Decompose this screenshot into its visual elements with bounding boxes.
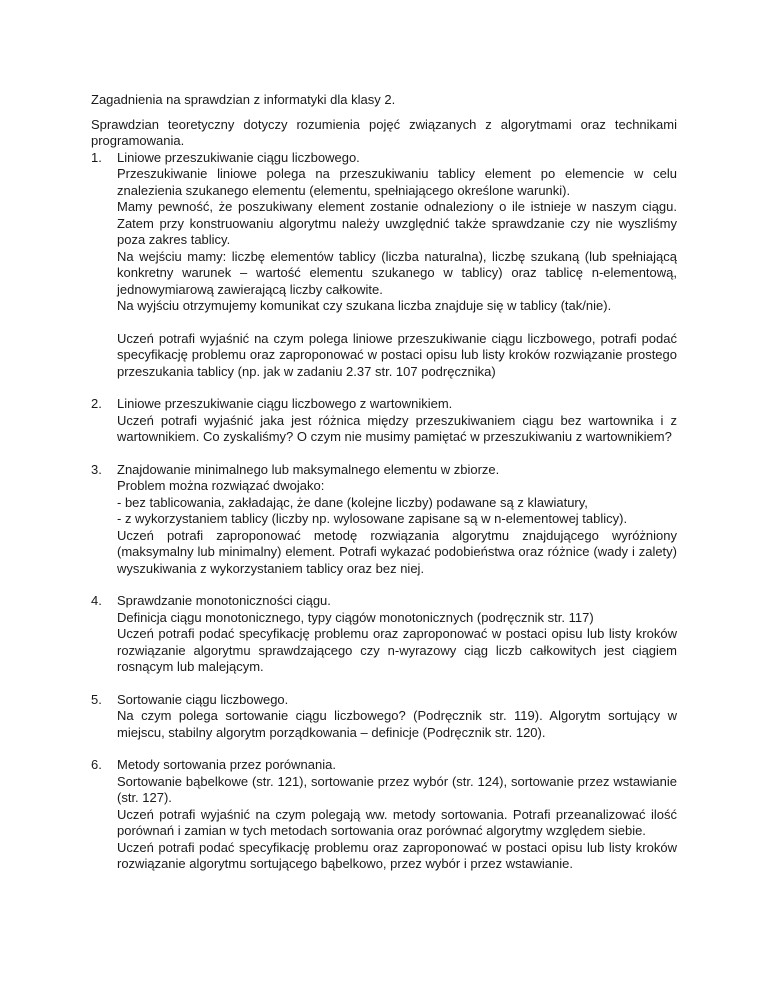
item-paragraph: Sortowanie bąbelkowe (str. 121), sortowanie przez wybór (str. 124), sortowanie przez wstawianie (str. 127). <box>117 773 677 805</box>
item-paragraph: Definicja ciągu monotonicznego, typy ciągów monotonicznych (podręcznik str. 117) <box>117 609 594 625</box>
item-heading: Metody sortowania przez porównania. <box>117 757 336 772</box>
item-number: 5. <box>91 691 102 707</box>
list-item <box>91 692 677 742</box>
item-heading: Liniowe przeszukiwanie ciągu liczbowego z wartownikiem. <box>117 396 453 411</box>
document-intro: Sprawdzian teoretyczny dotyczy rozumienia pojęć związanych z algorytmami oraz technikami programowania. <box>91 116 677 148</box>
item-paragraph: Na czym polega sortowanie ciągu liczbowego? (Podręcznik str. 119). Algorytm sortujący w miejscu, stabilny algorytm porządkowania – definicje (Podręcznik str. 120). <box>117 708 677 740</box>
item-number: 1. <box>91 149 102 165</box>
item-number: 2. <box>91 396 102 411</box>
item-paragraph: Uczeń potrafi podać specyfikację problemu oraz zaproponować w postaci opisu lub listy kroków rozwiązanie algorytmu sortującego bąbelkowo, przez wybór i przez wstawianie. <box>117 839 677 871</box>
item-paragraph: Na wyjściu otrzymujemy komunikat czy szukana liczba znajduje się w tablicy (tak/nie). <box>117 298 612 313</box>
item-paragraph: Uczeń potrafi wyjaśnić na czym polegają ww. metody sortowania. Potrafi przeanalizować ilość porównań i zamian w tych metodach sortowania oraz porównać algorytmy względem siebie. <box>117 806 677 838</box>
item-number: 4. <box>91 593 102 608</box>
item-paragraph: Problem można rozwiązać dwojako: <box>117 478 325 493</box>
item-heading: Znajdowanie minimalnego lub maksymalnego elementu w zbiorze. <box>117 461 500 477</box>
item-number: 3. <box>91 461 102 477</box>
item-paragraph: Uczeń potrafi podać specyfikację problemu oraz zaproponować w postaci opisu lub listy kroków rozwiązanie algorytmu sprawdzającego czy n-wyrazowy ciąg liczb całkowitych jest ciągiem rosnącym lub malejącym. <box>117 626 677 674</box>
item-paragraph: Uczeń potrafi wyjaśnić jaka jest różnica między przeszukiwaniem ciągu bez wartownika i z wartownikiem. Co zyskaliśmy? O czym nie musimy pamiętać w przeszukiwaniu z wartownikiem? <box>117 412 677 444</box>
item-paragraph: Uczeń potrafi zaproponować metodę rozwiązania algorytmu znajdującego wyróżniony (maksymalny lub minimalny) element. Potrafi wykazać podobieństwa oraz różnice (wady i zalety) wyszukiwania z wykorzystaniem tablicy oraz bez niej. <box>117 527 677 576</box>
list-item <box>91 593 677 676</box>
list-item <box>91 462 677 578</box>
item-heading: Liniowe przeszukiwanie ciągu liczbowego. <box>117 149 360 165</box>
item-paragraph: - z wykorzystaniem tablicy (liczby np. wylosowane zapisane są w n-elementowej tablicy). <box>117 511 628 526</box>
spacer <box>117 315 677 331</box>
list-item <box>91 150 677 381</box>
item-heading: Sortowanie ciągu liczbowego. <box>117 691 289 707</box>
item-paragraph: - bez tablicowania, zakładając, że dane (kolejne liczby) podawane są z klawiatury, <box>117 494 588 510</box>
item-paragraph: Przeszukiwanie liniowe polega na przeszukiwaniu tablicy element po elemencie w celu znalezienia szukanego elementu (elementu, spełniającego określone warunki). <box>117 166 677 198</box>
list-item <box>91 396 677 446</box>
item-paragraph: Mamy pewność, że poszukiwany element zostanie odnaleziony o ile istnieje w naszym ciągu. Zatem przy konstruowaniu algorytmu należy uwzględnić także sprawdzanie czy nie wyszliśmy poza zakres tablicy. <box>117 199 677 247</box>
item-paragraph: Na wejściu mamy: liczbę elementów tablicy (liczba naturalna), liczbę szukaną (lub spełniającą konkretny warunek – wartość elementu szukanego w tablicy) oraz tablicę n-elementową, jednowymiarową zawierającą liczby całkowite. <box>117 248 677 297</box>
document-title: Zagadnienia na sprawdzian z informatyki dla klasy 2. <box>91 92 396 107</box>
document-page <box>91 92 677 889</box>
item-number: 6. <box>91 757 102 772</box>
topics-list <box>91 150 677 873</box>
item-heading: Sprawdzanie monotoniczności ciągu. <box>117 593 331 608</box>
list-item <box>91 757 677 873</box>
item-paragraph: Uczeń potrafi wyjaśnić na czym polega liniowe przeszukiwanie ciągu liczbowego, potrafi podać specyfikację problemu oraz zaproponować w postaci opisu lub listy kroków rozwiązanie prostego przeszukania tablicy (np. jak w zadaniu 2.37 str. 107 podręcznika) <box>117 330 677 379</box>
